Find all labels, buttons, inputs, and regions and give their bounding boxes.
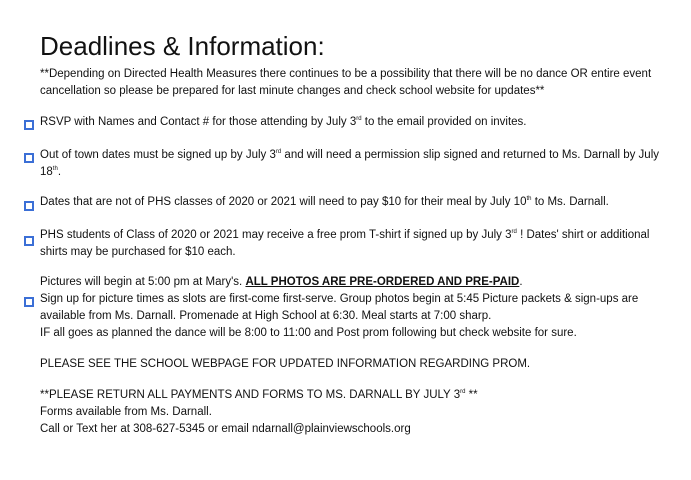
- rsvp-text: RSVP with Names and Contact # for those attending by July 3: [40, 116, 357, 128]
- pictures-checkbox[interactable]: [24, 297, 34, 307]
- meal-text-end: to Ms. Darnall.: [531, 196, 609, 208]
- payments-note: [40, 387, 660, 404]
- rsvp-sup: rd: [356, 116, 362, 123]
- payments-text-end: **: [465, 389, 478, 401]
- dance-schedule: IF all goes as planned the dance will be 8:00 to 11:00 and Post prom following but check website for sure.: [40, 327, 577, 339]
- out-of-town-sup1: rd: [275, 149, 282, 156]
- out-of-town-item: [40, 147, 660, 181]
- tshirt-text: PHS students of Class of 2020 or 2021 may receive a free prom T-shirt if signed up by July 3: [40, 229, 512, 241]
- tshirt-text-end: ! Dates' shirt or additional shirts may be purchased for $10 each.: [40, 229, 650, 258]
- forms-available: Forms available from Ms. Darnall.: [40, 406, 212, 418]
- meal-item: [40, 194, 660, 211]
- tshirt-item: [40, 227, 660, 261]
- meal-checkbox[interactable]: [24, 201, 34, 211]
- pictures-text-end: .: [519, 276, 523, 288]
- pictures-text: Pictures will begin at 5:00 pm at Mary's.: [40, 276, 246, 288]
- out-of-town-text-mid: and will need a permission slip signed and returned to Ms. Darnall by July 18: [40, 149, 660, 178]
- webpage-note: PLEASE SEE THE SCHOOL WEBPAGE FOR UPDATED INFORMATION REGARDING PROM.: [40, 358, 531, 370]
- pictures-signup: Sign up for picture times as slots are first-come first-serve. Group photos begin at 5:45 Picture packets & sign-ups are available from Ms. Darnall. Promenade at High School at 6:30. Meal starts at 7:00 sharp.: [40, 293, 639, 322]
- out-of-town-checkbox[interactable]: [24, 153, 34, 163]
- out-of-town-text: Out of town dates must be signed up by July 3: [40, 149, 276, 161]
- tshirt-checkbox[interactable]: [24, 236, 34, 246]
- rsvp-text-end: to the email provided on invites.: [361, 116, 527, 128]
- out-of-town-text-end: .: [57, 166, 62, 178]
- payments-sup: rd: [460, 389, 466, 396]
- photos-prepaid-notice: ALL PHOTOS ARE PRE-ORDERED AND PRE-PAID: [245, 276, 520, 288]
- rsvp-checkbox[interactable]: [24, 120, 34, 130]
- pictures-line1: [40, 274, 660, 291]
- rsvp-item: [40, 114, 660, 131]
- intro-note: **Depending on Directed Health Measures there continues to be a possibility that there will be no dance OR entire event cancellation so please be prepared for last minute changes and check school website for updates**: [40, 68, 652, 97]
- payments-text: **PLEASE RETURN ALL PAYMENTS AND FORMS TO MS. DARNALL BY JULY 3: [40, 389, 461, 401]
- page-title: Deadlines & Information:: [40, 31, 325, 61]
- out-of-town-sup2: th: [52, 166, 58, 173]
- meal-sup: th: [526, 196, 532, 203]
- tshirt-sup: rd: [511, 229, 517, 236]
- contact-info: Call or Text her at 308-627-5345 or email ndarnall@plainviewschools.org: [40, 423, 411, 435]
- meal-text: Dates that are not of PHS classes of 2020 or 2021 will need to pay $10 for their meal by July 10: [40, 196, 527, 208]
